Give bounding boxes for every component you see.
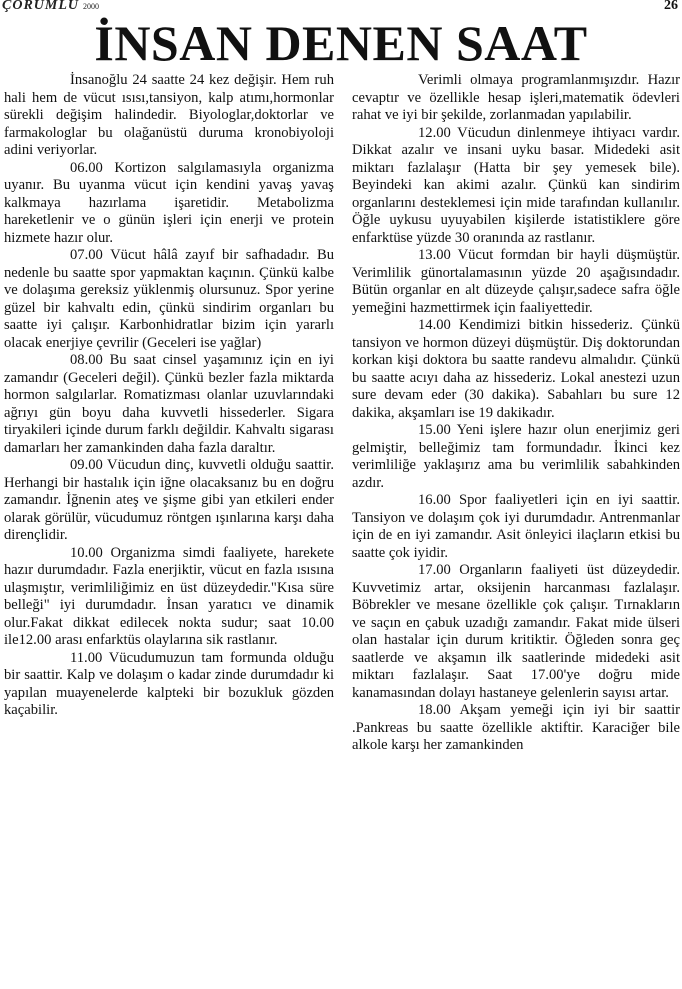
paragraph-1500: 15.00 Yeni işlere hazır olun enerjimiz geri gelmiştir, belleğimiz tam formundadır. İkinci kez verimliliğe yaklaşırız ama bu verimlilik sabahkinden azdır. bbox=[352, 422, 680, 491]
article-title: İNSAN DENEN SAAT bbox=[94, 15, 588, 71]
left-column bbox=[4, 72, 334, 720]
paragraph-1600: 16.00 Spor faaliyetleri için en iyi saattir. Tansiyon ve dolaşım çok iyi durumdadır. Antrenmanlar için de en iyi zamandır. Asit önleyici ilaçların etkisi bu saatte çok iyidir. bbox=[352, 492, 680, 561]
paragraph-1000: 10.00 Organizma simdi faaliyete, harekete hazır durumdadır. Fazla enerjiktir, vücut en fazla ısısına ulaşmıştır, verimliliğimiz en üst düzeydedir."Kısa süre belleği" iyi durumdadır. İnsan yaratıcı ve dinamik olur.Fakat dikkat edilecek nokta sudur; saat 10.00 ile12.00 arası enfarktüs olaylarına sik rastlanır. bbox=[4, 544, 334, 648]
paragraph-1700: 17.00 Organların faaliyeti üst düzeydedir. Kuvvetimiz artar, oksijenin harcanması fazlalaşır. Böbrekler ve mesane özellikle çok çalışır. Tırnakların ve saçın en çabuk uzadığı zamandır. Fakat mide ülseri olan hastalar için durum kritiktir. Öğleden sonra geç saatlerde ve akşamın ilk saatlerinde midedeki asit miktarı fazlalaşır. Saat 17.00'ye doğru mide kanamasından dolayı hastaneye gelenlerin sayısı artar. bbox=[352, 562, 680, 701]
paragraph-0700: 07.00 Vücut hâlâ zayıf bir safhadadır. Bu nedenle bu saatte spor yapmaktan kaçının. Çünkü kalbe ve dolaşıma gereksiz yüklenmiş olursunuz. Spor yerine güzel bir kahvaltı edin, çünkü sindirim organları bu saatte iyi çalışır. Karbonhidratlar bizim için yararlı olacak enerjiye çevrilir (Geceleri ise yağlar) bbox=[4, 247, 334, 351]
page-number: 26 bbox=[664, 0, 678, 13]
paragraph-0600: 06.00 Kortizon salgılamasıyla organizma uyanır. Bu uyanma vücut için kendini yavaş yavaş kalkmaya hazırlama işaretidir. Metabolizma hareketlenir ve o günün işleri için enerji ve protein hizmete hazır olur. bbox=[4, 159, 334, 246]
paragraph-1400: 14.00 Kendimizi bitkin hissederiz. Çünkü tansiyon ve hormon düzeyi düşmüştür. Diş doktorundan korkan kişi doktora bu saatte randevu almalıdır. Çünkü bu saatte acıyı daha az hissederiz. Lokal anestezi uzun sure devam eder (30 dakika). Sabahları bu sure 12 dakika, akşamları ise 19 dakikadır. bbox=[352, 317, 680, 421]
paragraph-1200: 12.00 Vücudun dinlenmeye ihtiyacı vardır. Dikkat azalır ve insani uyku basar. Midedeki asit miktarı fazlalaşır (Hatta bir şey yemesek bile). Beyindeki kan akimi azalır. Çünkü kan sindirim organlarını desteklemesi için mide tarafından kullanılır. Öğle uykusu uyuyabilen kişilerde istatistiklere göre enfarktüse yüzde 30 oranında az rastlanır. bbox=[352, 124, 680, 246]
publication-year: 2000 bbox=[83, 2, 100, 11]
publication-name bbox=[2, 0, 99, 14]
right-column bbox=[352, 72, 680, 755]
paragraph-1100-continued: Verimli olmaya programlanmışızdır. Hazır cevaptır ve özellikle hesap işleri,matematik ödevleri rahat ve iyi bir şekilde, zorlanmadan yapılabilir. bbox=[352, 72, 680, 123]
paragraph-1100: 11.00 Vücudumuzun tam formunda olduğu bir saattir. Kalp ve dolaşım o kadar zinde durumdadır ki yapılan muayenelerde kalpteki bir bozukluk gözden kaçabilir. bbox=[4, 649, 334, 718]
paragraph-1300: 13.00 Vücut formdan bir hayli düşmüştür. Verimlilik günortalamasının yüzde 20 aşağısındadır. Bütün organlar en alt düzeyde çalışır,sadece safra öğle yemeğini hazmettirmek için faaliyettedir. bbox=[352, 247, 680, 316]
paragraph-0800: 08.00 Bu saat cinsel yaşamınız için en iyi zamandır (Geceleri değil). Çünkü bezler fazla miktarda hormon salgılarlar. Romatizması olanlar uzuvlarındaki ağrıyı gün boyu daha kuvvetli hissederler. Sigara tiryakileri içinde durum farklı değildir. Kahvaltı sigarası damarları her zamankinden daha fazla daraltır. bbox=[4, 352, 334, 456]
publication-title: ÇORUMLU bbox=[2, 0, 80, 13]
paragraph-0900: 09.00 Vücudun dinç, kuvvetli olduğu saattir. Herhangi bir hastalık için iğne olacaksanız bu en doğru zamandır. İğnenin ateş ve şişme gibi yan etkileri ender olarak görülür, vücudumuz röntgen ışınlarına karşı daha dirençlidir. bbox=[4, 457, 334, 543]
paragraph-1800: 18.00 Akşam yemeği için iyi bir saattir .Pankreas bu saatte özellikle aktiftir. Karaciğer bile alkole karşı her zamankinden bbox=[352, 702, 680, 753]
paragraph-intro: İnsanoğlu 24 saatte 24 kez değişir. Hem ruh hali hem de vücut ısısı,tansiyon, kalp atımı,hormonlar sürekli değişim halindedir. Biyologlar,doktorlar ve farmakologlar bu olağanüstü duruma kronobiyoloji adini veriyorlar. bbox=[4, 72, 334, 158]
